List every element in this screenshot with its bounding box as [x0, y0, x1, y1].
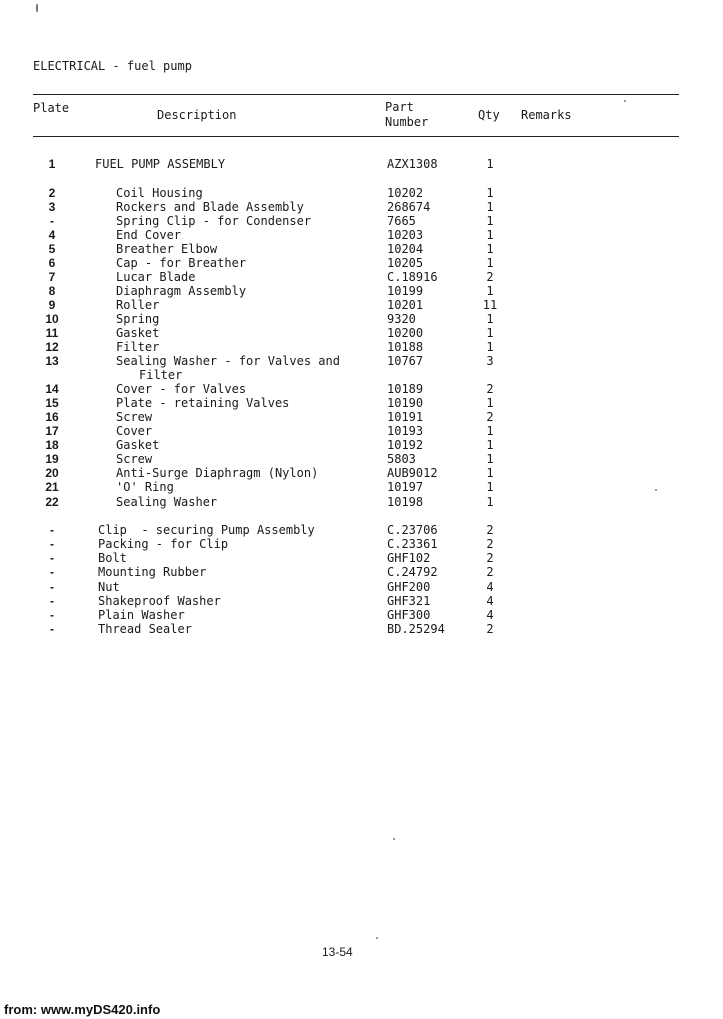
part-number-cell: 10198 [387, 495, 424, 509]
part-number-cell: 10199 [387, 284, 424, 298]
table-row [0, 480, 723, 494]
header-plate: Plate [33, 101, 70, 115]
table-row [0, 594, 723, 608]
section-title: ELECTRICAL - fuel pump [33, 59, 192, 73]
part-number-cell: 10193 [387, 424, 424, 438]
qty-cell: 1 [486, 214, 494, 228]
plate-cell: 22 [45, 495, 59, 509]
plate-cell: 11 [45, 326, 59, 340]
qty-cell: 2 [486, 551, 494, 565]
plate-cell: - [50, 537, 54, 551]
qty-cell: 1 [486, 495, 494, 509]
qty-cell: 4 [486, 608, 494, 622]
part-number-cell: 10192 [387, 438, 424, 452]
qty-cell: 1 [486, 157, 494, 171]
table-row [0, 214, 723, 228]
part-number-cell: 10767 [387, 354, 424, 368]
table-row [0, 608, 723, 622]
plate-cell: 16 [45, 410, 59, 424]
part-number-cell: AZX1308 [387, 157, 438, 171]
table-row [0, 186, 723, 200]
plate-cell: - [50, 523, 54, 537]
description-cell: Anti-Surge Diaphragm (Nylon) [116, 466, 319, 480]
description-cell: Spring [116, 312, 160, 326]
description-cell: Nut [98, 580, 120, 594]
description-cell: Rockers and Blade Assembly [116, 200, 304, 214]
table-row [0, 551, 723, 565]
table-row [0, 382, 723, 396]
description-cell: Breather Elbow [116, 242, 218, 256]
description-cell: Packing - for Clip [98, 537, 229, 551]
table-row [0, 256, 723, 270]
qty-cell: 1 [486, 312, 494, 326]
part-number-cell: 7665 [387, 214, 416, 228]
description-cell: Spring Clip - for Condenser [116, 214, 312, 228]
description-cell: Diaphragm Assembly [116, 284, 247, 298]
table-row [0, 368, 723, 382]
header-bottom-rule [33, 136, 679, 137]
part-number-cell: AUB9012 [387, 466, 438, 480]
part-number-cell: 10205 [387, 256, 424, 270]
table-row [0, 157, 723, 171]
description-cell: Cover [116, 424, 153, 438]
plate-cell: 19 [45, 452, 59, 466]
qty-cell: 1 [486, 186, 494, 200]
plate-cell: 4 [48, 228, 56, 242]
plate-cell: - [50, 608, 54, 622]
qty-cell: 1 [486, 340, 494, 354]
header-description: Description [157, 108, 237, 122]
table-row [0, 424, 723, 438]
qty-cell: 1 [486, 200, 494, 214]
header-qty: Qty [478, 108, 500, 122]
description-cell: Filter [116, 340, 160, 354]
qty-cell: 1 [486, 242, 494, 256]
qty-cell: 2 [486, 523, 494, 537]
plate-cell: 5 [48, 242, 56, 256]
plate-cell: - [50, 594, 54, 608]
plate-cell: 7 [48, 270, 56, 284]
part-number-cell: GHF102 [387, 551, 431, 565]
qty-cell: 2 [486, 622, 494, 636]
table-row [0, 312, 723, 326]
plate-cell: 6 [48, 256, 56, 270]
description-cell: 'O' Ring [116, 480, 174, 494]
part-number-cell: C.23706 [387, 523, 438, 537]
part-number-cell: 10201 [387, 298, 424, 312]
plate-cell: - [50, 622, 54, 636]
scan-speck [393, 838, 395, 840]
description-cell: Mounting Rubber [98, 565, 207, 579]
plate-cell: 15 [45, 396, 59, 410]
part-number-cell: 10189 [387, 382, 424, 396]
plate-cell: 12 [45, 340, 59, 354]
table-row [0, 340, 723, 354]
part-number-cell: 10200 [387, 326, 424, 340]
description-cell: Screw [116, 452, 153, 466]
description-cell: Screw [116, 410, 153, 424]
qty-cell: 1 [486, 424, 494, 438]
qty-cell: 1 [486, 452, 494, 466]
scan-mark [36, 4, 38, 12]
table-row [0, 622, 723, 636]
qty-cell: 1 [486, 438, 494, 452]
qty-cell: 1 [486, 284, 494, 298]
part-number-cell: 10202 [387, 186, 424, 200]
scan-speck [655, 489, 657, 491]
plate-cell: 2 [48, 186, 56, 200]
description-cell: Sealing Washer - for Valves and [116, 354, 340, 368]
part-number-cell: GHF200 [387, 580, 431, 594]
page-number: 13-54 [322, 945, 353, 959]
description-cell: Coil Housing [116, 186, 203, 200]
qty-cell: 4 [486, 594, 494, 608]
part-number-cell: 5803 [387, 452, 416, 466]
table-row [0, 270, 723, 284]
qty-cell: 3 [486, 354, 494, 368]
plate-cell: 8 [48, 284, 56, 298]
part-number-cell: 10204 [387, 242, 424, 256]
part-number-cell: C.23361 [387, 537, 438, 551]
plate-cell: - [50, 551, 54, 565]
qty-cell: 2 [486, 565, 494, 579]
header-part-line1: Part [385, 100, 414, 114]
table-row [0, 537, 723, 551]
plate-cell: 13 [45, 354, 59, 368]
plate-cell: 17 [45, 424, 59, 438]
description-cell: Plain Washer [98, 608, 185, 622]
plate-cell: - [50, 565, 54, 579]
qty-cell: 1 [486, 256, 494, 270]
table-row [0, 242, 723, 256]
table-row [0, 410, 723, 424]
plate-cell: 14 [45, 382, 59, 396]
description-cell: Gasket [116, 438, 160, 452]
scan-speck [624, 100, 626, 102]
qty-cell: 1 [486, 228, 494, 242]
description-cell: Thread Sealer [98, 622, 192, 636]
plate-cell: - [50, 580, 54, 594]
table-row [0, 354, 723, 368]
table-row [0, 495, 723, 509]
qty-cell: 1 [486, 466, 494, 480]
table-row [0, 580, 723, 594]
description-cell: Clip - securing Pump Assembly [98, 523, 315, 537]
description-cell: Plate - retaining Valves [116, 396, 290, 410]
plate-cell: - [50, 214, 54, 228]
qty-cell: 1 [486, 326, 494, 340]
table-row [0, 565, 723, 579]
part-number-cell: C.24792 [387, 565, 438, 579]
description-cell: Filter [139, 368, 183, 382]
description-cell: Gasket [116, 326, 160, 340]
table-row [0, 523, 723, 537]
table-row [0, 298, 723, 312]
header-remarks: Remarks [521, 108, 572, 122]
table-row [0, 228, 723, 242]
plate-cell: 3 [48, 200, 56, 214]
plate-cell: 20 [45, 466, 59, 480]
part-number-cell: BD.25294 [387, 622, 445, 636]
description-cell: Cover - for Valves [116, 382, 247, 396]
description-cell: Sealing Washer [116, 495, 218, 509]
plate-cell: 1 [48, 157, 56, 171]
part-number-cell: 9320 [387, 312, 416, 326]
part-number-cell: GHF300 [387, 608, 431, 622]
plate-cell: 10 [45, 312, 59, 326]
table-row [0, 438, 723, 452]
part-number-cell: C.18916 [387, 270, 438, 284]
description-cell: Cap - for Breather [116, 256, 247, 270]
table-row [0, 466, 723, 480]
description-cell: Roller [116, 298, 160, 312]
table-row [0, 326, 723, 340]
part-number-cell: GHF321 [387, 594, 431, 608]
plate-cell: 9 [48, 298, 56, 312]
qty-cell: 2 [486, 270, 494, 284]
description-cell: End Cover [116, 228, 182, 242]
part-number-cell: 10188 [387, 340, 424, 354]
qty-cell: 1 [486, 396, 494, 410]
qty-cell: 2 [486, 382, 494, 396]
part-number-cell: 10190 [387, 396, 424, 410]
table-row [0, 200, 723, 214]
qty-cell: 2 [486, 410, 494, 424]
description-cell: Shakeproof Washer [98, 594, 221, 608]
table-row [0, 396, 723, 410]
source-note: from: www.myDS420.info [4, 1002, 161, 1017]
qty-cell: 4 [486, 580, 494, 594]
part-number-cell: 10191 [387, 410, 424, 424]
header-top-rule [33, 94, 679, 95]
header-part-line2: Number [385, 115, 429, 129]
scan-speck [376, 937, 378, 939]
qty-cell: 1 [486, 480, 494, 494]
description-cell: Lucar Blade [116, 270, 196, 284]
part-number-cell: 10203 [387, 228, 424, 242]
plate-cell: 18 [45, 438, 59, 452]
plate-cell: 21 [45, 480, 59, 494]
table-row [0, 284, 723, 298]
qty-cell: 11 [482, 298, 498, 312]
part-number-cell: 10197 [387, 480, 424, 494]
part-number-cell: 268674 [387, 200, 431, 214]
description-cell: FUEL PUMP ASSEMBLY [95, 157, 226, 171]
qty-cell: 2 [486, 537, 494, 551]
table-row [0, 452, 723, 466]
description-cell: Bolt [98, 551, 127, 565]
